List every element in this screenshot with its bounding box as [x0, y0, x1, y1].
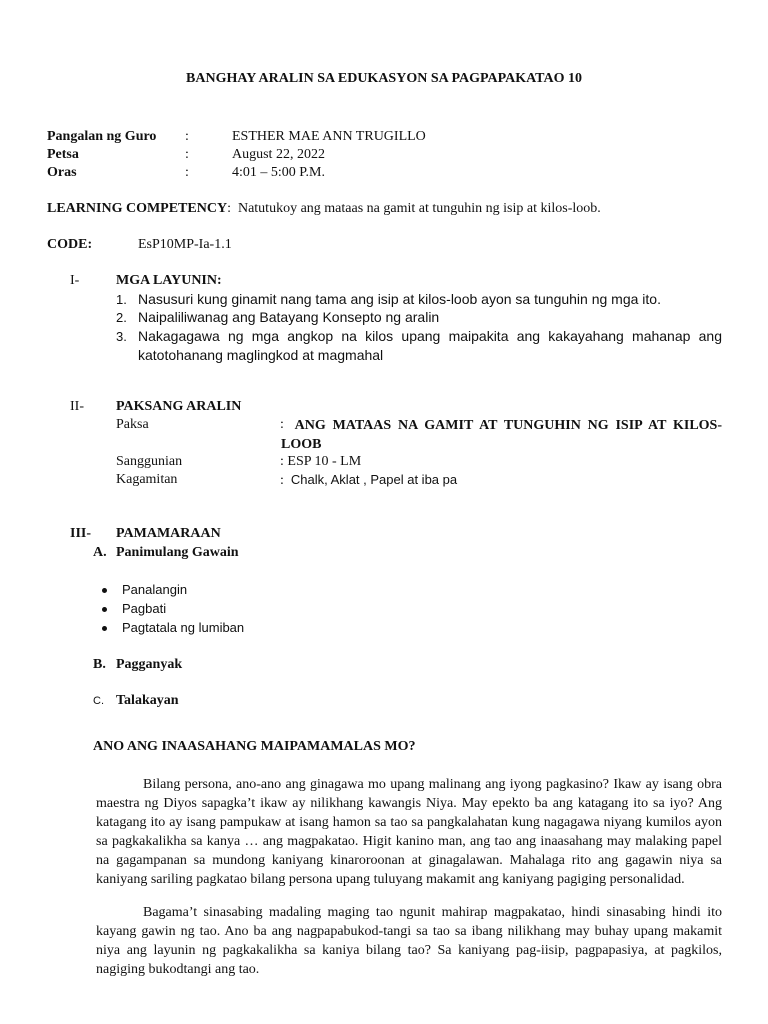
objective-1: Nasusuri kung ginamit nang tama ang isip at kilos-loob ayon sa tunguhin ng mga ito. — [138, 291, 661, 307]
section2-heading: PAKSANG ARALIN — [116, 399, 242, 414]
competency-sep: : — [227, 201, 231, 216]
time-value: 4:01 – 5:00 P.M. — [232, 165, 325, 180]
section1-heading: MGA LAYUNIN: — [116, 273, 222, 288]
body-paragraph-1: Bilang persona, ano-ano ang ginagawa mo upang malinang ang iyong pagkasino? Ikaw ay isang obra maestra ng Diyos sapagka’t ikaw ay nilikhang kawangis Niya. May epekto ba ang katagang ito sa iyo? Ang katagang ito ay isang pampukaw at isang hamon sa tao sa pangkalahatan kung nagagawa niyang kumilos ayon sa pagkakalikha sa kanya … ang magpakatao. Higit kanino man, ang tao ang inaasahang may malaking papel na gagampanan sa mundong kaniyang kinaroroonan at ginagalawan. Mahalaga rito ang gagawin niya sa kaniyang sariling pagkatao bilang persona upang tuluyang makamit ang kaniyang pagiging personalidad. — [96, 777, 722, 887]
subsection-c-title: Talakayan — [116, 693, 179, 708]
subsection-a-letter: A. — [93, 545, 107, 560]
objective-3: Nakagagawa ng mga angkop na kilos upang maipakita ang kakayahang mahanap ang katotohanang maglingkod at magmahal — [138, 328, 722, 363]
question-heading: ANO ANG INAASAHANG MAIPAMAMALAS MO? — [93, 739, 416, 754]
code-value: EsP10MP-Ia-1.1 — [138, 237, 232, 252]
time-sep: : — [185, 165, 189, 180]
competency-text: Natutukoy ang mataas na gamit at tunguhin ng isip at kilos-loob. — [237, 201, 601, 216]
paksa-sep: : — [280, 417, 284, 432]
bullet-item-1: Panalangin — [122, 582, 188, 597]
subsection-c-letter: C. — [93, 695, 104, 707]
code-label: CODE: — [47, 237, 93, 252]
body-paragraph-2: Bagama’t sinasabing madaling maging tao ngunit mahirap magpakatao, hindi sinasabing hindi ito kayang gawin ng tao. Ano ba ang nagpapabukod-tangi sa tao sa ibang nilikhang may buhay upang makamit niya ang layunin ng pagkakalikha sa kaniya bilang tao? Sa kaniyang pag-iisip, pagpapasiya, at pagkilos, nagiging bukodtangi ang tao. — [96, 905, 722, 977]
subsection-b-letter: B. — [93, 657, 106, 672]
date-value: August 22, 2022 — [232, 147, 325, 162]
kagamitan-value: Chalk, Aklat , Papel at iba pa — [290, 472, 458, 487]
time-label: Oras — [47, 165, 77, 180]
objective-number-3: 3. — [116, 329, 127, 344]
document-title: BANGHAY ARALIN SA EDUKASYON SA PAGPAPAKATAO 10 — [186, 71, 582, 86]
kagamitan-label: Kagamitan — [116, 472, 178, 487]
section2-numeral: II- — [70, 399, 84, 414]
teacher-label: Pangalan ng Guro — [47, 129, 157, 144]
subsection-b-title: Pagganyak — [116, 657, 183, 672]
bullet-dot — [102, 588, 107, 593]
bullet-dot — [102, 626, 107, 631]
teacher-name: ESTHER MAE ANN TRUGILLO — [232, 129, 426, 144]
competency-line — [47, 200, 601, 218]
date-sep: : — [185, 147, 189, 162]
teacher-sep: : — [185, 129, 189, 144]
section3-heading: PAMAMARAAN — [116, 526, 221, 541]
bullet-item-2: Pagbati — [122, 601, 167, 616]
sanggunian-value: ESP 10 - LM — [287, 454, 362, 469]
sanggunian-sep: : — [280, 454, 284, 469]
section1-numeral: I- — [70, 273, 80, 288]
paksa-label: Paksa — [116, 417, 149, 432]
paksa-value — [281, 416, 722, 454]
objective-number-1: 1. — [116, 292, 127, 307]
objective-2: Naipaliliwanag ang Batayang Konsepto ng aralin — [138, 309, 440, 325]
objective-number-2: 2. — [116, 310, 127, 325]
section3-numeral: III- — [70, 526, 92, 541]
sanggunian-line — [280, 453, 361, 471]
kagamitan-sep: : — [280, 473, 284, 488]
bullet-dot — [102, 607, 107, 612]
bullet-item-3: Pagtatala ng lumiban — [122, 620, 245, 635]
competency-label: LEARNING COMPETENCY — [47, 201, 228, 216]
sanggunian-label: Sanggunian — [116, 454, 183, 469]
paksa-text: ANG MATAAS NA GAMIT AT TUNGUHIN NG ISIP AT KILOS-LOOB — [281, 418, 722, 452]
subsection-a-title: Panimulang Gawain — [116, 545, 239, 560]
kagamitan-line — [280, 471, 457, 490]
date-label: Petsa — [47, 147, 79, 162]
